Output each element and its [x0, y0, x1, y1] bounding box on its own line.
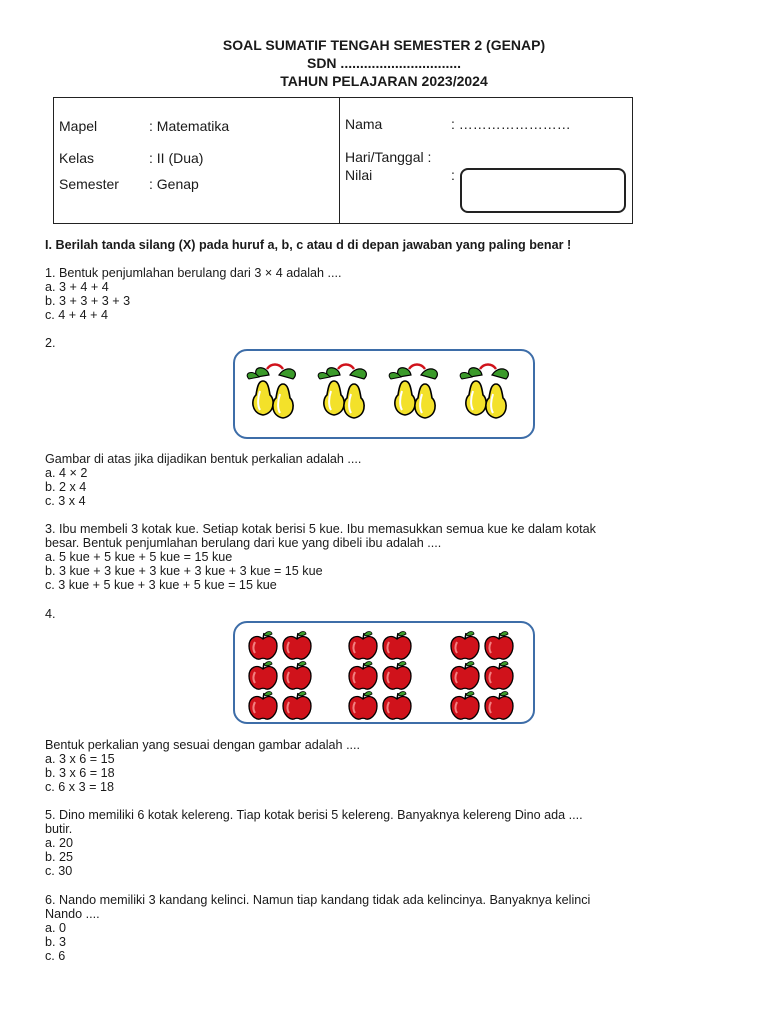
pear-group-1 [247, 365, 295, 419]
question-2-number: 2. [45, 336, 56, 350]
option-2c[interactable]: c. 3 x 4 [45, 494, 86, 508]
apple-icon [451, 662, 479, 690]
apple-icon [451, 632, 479, 660]
apple-icon [349, 632, 377, 660]
hari-tanggal-label: Hari/Tanggal : [345, 149, 432, 165]
option-2a[interactable]: a. 4 × 2 [45, 466, 88, 480]
pear-group-4 [460, 365, 508, 419]
mapel-value: : Matematika [149, 118, 230, 134]
identity-divider [339, 98, 340, 223]
option-1c[interactable]: c. 4 + 4 + 4 [45, 308, 109, 322]
semester-value: : Genap [149, 176, 199, 192]
option-5b[interactable]: b. 25 [45, 850, 74, 864]
option-6a[interactable]: a. 0 [45, 921, 67, 935]
nilai-score-box[interactable] [460, 168, 626, 213]
semester-label: Semester [59, 176, 119, 192]
option-5a[interactable]: a. 20 [45, 836, 74, 850]
apple-icon [249, 692, 277, 720]
pear-image [233, 349, 535, 439]
question-2: Gambar di atas jika dijadikan bentuk perkalian adalah .... [45, 452, 362, 466]
apple-icon [249, 632, 277, 660]
question-5-line-1: 5. Dino memiliki 6 kotak kelereng. Tiap kotak berisi 5 kelereng. Banyaknya kelereng Dino ada .... [45, 808, 583, 822]
kelas-label: Kelas [59, 150, 95, 166]
kelas-value: : II (Dua) [149, 150, 204, 166]
academic-year: TAHUN PELAJARAN 2023/2024 [280, 73, 488, 89]
question-4-number: 4. [45, 607, 56, 621]
apple-icon [383, 632, 411, 660]
nama-label: Nama [345, 116, 383, 132]
nama-field[interactable]: : …………………… [451, 116, 571, 132]
option-1b[interactable]: b. 3 + 3 + 3 + 3 [45, 294, 131, 308]
apple-icon [485, 692, 513, 720]
option-6b[interactable]: b. 3 [45, 935, 67, 949]
apple-icon [283, 692, 311, 720]
question-1: 1. Bentuk penjumlahan berulang dari 3 × 4 adalah .... [45, 266, 342, 280]
exam-title: SOAL SUMATIF TENGAH SEMESTER 2 (GENAP) [222, 37, 546, 53]
pear-illustration [235, 351, 533, 437]
apple-icon [383, 692, 411, 720]
apple-icon [349, 662, 377, 690]
option-4a[interactable]: a. 3 x 6 = 15 [45, 752, 115, 766]
option-2b[interactable]: b. 2 x 4 [45, 480, 87, 494]
apple-icon [283, 632, 311, 660]
student-identity-box [53, 97, 633, 224]
nilai-label: Nilai [345, 167, 373, 183]
school-name: SDN ............................... [306, 55, 462, 71]
apple-illustration [235, 623, 533, 722]
apple-icon [383, 662, 411, 690]
mapel-label: Mapel [59, 118, 98, 134]
pear-group-2 [318, 365, 366, 419]
question-6-line-2: Nando .... [45, 907, 100, 921]
option-1a[interactable]: a. 3 + 4 + 4 [45, 280, 109, 294]
question-5-line-2: butir. [45, 822, 73, 836]
question-6-line-1: 6. Nando memiliki 3 kandang kelinci. Namun tiap kandang tidak ada kelincinya. Banyaknya kelinci [45, 893, 591, 907]
option-4c[interactable]: c. 6 x 3 = 18 [45, 780, 114, 794]
apple-icon [485, 632, 513, 660]
apple-icon [349, 692, 377, 720]
option-3a[interactable]: a. 5 kue + 5 kue + 5 kue = 15 kue [45, 550, 233, 564]
apple-image [233, 621, 535, 724]
question-3-line-1: 3. Ibu membeli 3 kotak kue. Setiap kotak berisi 5 kue. Ibu memasukkan semua kue ke dalam kotak [45, 522, 596, 536]
apple-icon [249, 662, 277, 690]
option-3b[interactable]: b. 3 kue + 3 kue + 3 kue + 3 kue + 3 kue = 15 kue [45, 564, 323, 578]
pear-group-3 [389, 365, 437, 419]
instruction: I. Berilah tanda silang (X) pada huruf a, b, c atau d di depan jawaban yang paling benar ! [45, 238, 572, 252]
option-5c[interactable]: c. 30 [45, 864, 73, 878]
option-6c[interactable]: c. 6 [45, 949, 66, 963]
option-4b[interactable]: b. 3 x 6 = 18 [45, 766, 115, 780]
apple-icon [485, 662, 513, 690]
nilai-colon: : [451, 167, 455, 183]
question-4: Bentuk perkalian yang sesuai dengan gambar adalah .... [45, 738, 361, 752]
apple-icon [283, 662, 311, 690]
option-3c[interactable]: c. 3 kue + 5 kue + 3 kue + 5 kue = 15 kue [45, 578, 277, 592]
apple-icon [451, 692, 479, 720]
question-3-line-2: besar. Bentuk penjumlahan berulang dari kue yang dibeli ibu adalah .... [45, 536, 442, 550]
